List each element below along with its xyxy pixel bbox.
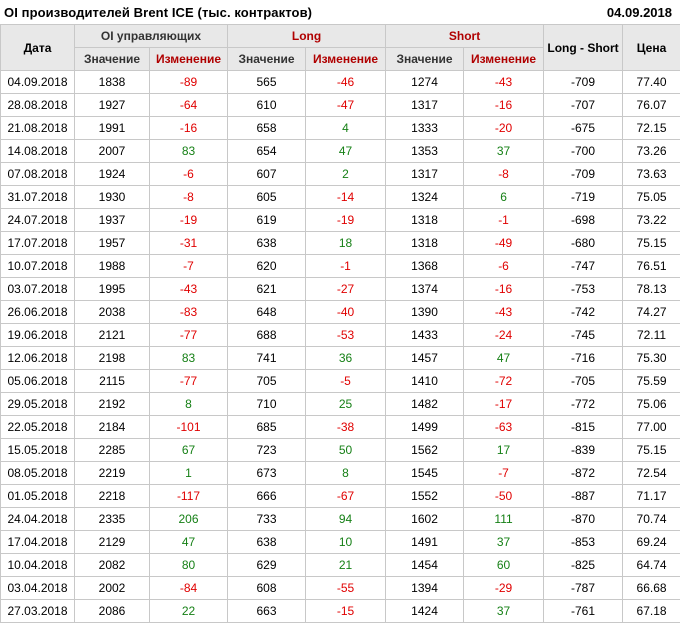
column-group-header-long: Long [228, 25, 386, 48]
oi-table [0, 24, 680, 623]
page-title: OI производителей Brent ICE (тыс. контрактов) [4, 5, 312, 20]
cell-date: 10.07.2018 [1, 255, 75, 278]
table-row [1, 255, 680, 278]
cell-short-value: 1318 [386, 232, 464, 255]
cell-short-value: 1602 [386, 508, 464, 531]
cell-date: 24.04.2018 [1, 508, 75, 531]
cell-long-change: 25 [306, 393, 386, 416]
cell-price: 75.15 [623, 232, 680, 255]
cell-long-short: -872 [544, 462, 623, 485]
cell-date: 05.06.2018 [1, 370, 75, 393]
cell-date: 04.09.2018 [1, 71, 75, 94]
cell-short-change: -16 [464, 94, 544, 117]
cell-oi-value: 2002 [75, 577, 150, 600]
cell-short-change: -7 [464, 462, 544, 485]
cell-oi-change: 67 [150, 439, 228, 462]
cell-long-short: -709 [544, 163, 623, 186]
cell-price: 77.40 [623, 71, 680, 94]
cell-oi-value: 1924 [75, 163, 150, 186]
column-header-oi-change: Изменение [150, 48, 228, 71]
cell-oi-value: 2129 [75, 531, 150, 554]
cell-short-change: -20 [464, 117, 544, 140]
cell-short-value: 1317 [386, 94, 464, 117]
column-header-short-change: Изменение [464, 48, 544, 71]
cell-long-short: -853 [544, 531, 623, 554]
cell-date: 29.05.2018 [1, 393, 75, 416]
cell-date: 26.06.2018 [1, 301, 75, 324]
cell-long-value: 608 [228, 577, 306, 600]
table-row [1, 600, 680, 623]
cell-price: 67.18 [623, 600, 680, 623]
cell-price: 76.51 [623, 255, 680, 278]
cell-long-change: -38 [306, 416, 386, 439]
cell-short-value: 1318 [386, 209, 464, 232]
cell-long-short: -698 [544, 209, 623, 232]
cell-short-value: 1324 [386, 186, 464, 209]
cell-long-value: 658 [228, 117, 306, 140]
cell-oi-value: 2086 [75, 600, 150, 623]
cell-long-short: -870 [544, 508, 623, 531]
cell-long-short: -839 [544, 439, 623, 462]
cell-long-change: -15 [306, 600, 386, 623]
cell-oi-value: 2285 [75, 439, 150, 462]
cell-price: 73.63 [623, 163, 680, 186]
cell-oi-change: 22 [150, 600, 228, 623]
column-header-oi-value: Значение [75, 48, 150, 71]
cell-short-value: 1374 [386, 278, 464, 301]
cell-oi-value: 1927 [75, 94, 150, 117]
cell-oi-change: -77 [150, 324, 228, 347]
cell-long-change: -55 [306, 577, 386, 600]
cell-date: 14.08.2018 [1, 140, 75, 163]
table-row [1, 140, 680, 163]
cell-long-short: -719 [544, 186, 623, 209]
cell-long-value: 619 [228, 209, 306, 232]
cell-date: 17.07.2018 [1, 232, 75, 255]
cell-price: 66.68 [623, 577, 680, 600]
cell-short-change: 60 [464, 554, 544, 577]
table-row [1, 347, 680, 370]
cell-oi-value: 1937 [75, 209, 150, 232]
cell-short-value: 1499 [386, 416, 464, 439]
cell-price: 73.26 [623, 140, 680, 163]
cell-short-value: 1317 [386, 163, 464, 186]
cell-date: 01.05.2018 [1, 485, 75, 508]
cell-oi-value: 2007 [75, 140, 150, 163]
cell-long-value: 710 [228, 393, 306, 416]
cell-date: 28.08.2018 [1, 94, 75, 117]
cell-long-value: 663 [228, 600, 306, 623]
cell-oi-change: 83 [150, 140, 228, 163]
cell-price: 75.30 [623, 347, 680, 370]
cell-oi-change: -6 [150, 163, 228, 186]
cell-short-value: 1333 [386, 117, 464, 140]
cell-long-value: 685 [228, 416, 306, 439]
cell-oi-value: 1991 [75, 117, 150, 140]
table-row [1, 485, 680, 508]
cell-oi-value: 2198 [75, 347, 150, 370]
cell-long-change: -5 [306, 370, 386, 393]
cell-short-change: -16 [464, 278, 544, 301]
cell-oi-value: 1930 [75, 186, 150, 209]
table-row [1, 554, 680, 577]
table-group-header-row [1, 25, 680, 48]
cell-long-short: -716 [544, 347, 623, 370]
cell-date: 31.07.2018 [1, 186, 75, 209]
table-row [1, 462, 680, 485]
cell-long-value: 621 [228, 278, 306, 301]
cell-oi-value: 1957 [75, 232, 150, 255]
cell-short-value: 1433 [386, 324, 464, 347]
table-row [1, 439, 680, 462]
cell-short-change: 47 [464, 347, 544, 370]
cell-long-short: -761 [544, 600, 623, 623]
cell-long-value: 607 [228, 163, 306, 186]
cell-long-short: -753 [544, 278, 623, 301]
cell-long-change: 4 [306, 117, 386, 140]
title-bar [0, 0, 680, 24]
cell-long-value: 605 [228, 186, 306, 209]
cell-long-short: -745 [544, 324, 623, 347]
cell-oi-value: 2192 [75, 393, 150, 416]
table-row [1, 508, 680, 531]
cell-oi-value: 2115 [75, 370, 150, 393]
cell-oi-value: 2218 [75, 485, 150, 508]
cell-short-change: -49 [464, 232, 544, 255]
cell-short-value: 1552 [386, 485, 464, 508]
cell-long-value: 688 [228, 324, 306, 347]
cell-oi-change: 80 [150, 554, 228, 577]
cell-long-change: -1 [306, 255, 386, 278]
cell-short-change: -29 [464, 577, 544, 600]
cell-oi-change: -31 [150, 232, 228, 255]
cell-long-short: -815 [544, 416, 623, 439]
cell-long-change: 47 [306, 140, 386, 163]
cell-oi-change: -117 [150, 485, 228, 508]
cell-long-value: 666 [228, 485, 306, 508]
table-row [1, 531, 680, 554]
cell-long-change: -46 [306, 71, 386, 94]
column-header-price: Цена [623, 25, 680, 71]
table-row [1, 301, 680, 324]
cell-oi-change: -19 [150, 209, 228, 232]
cell-oi-change: 206 [150, 508, 228, 531]
table-row [1, 186, 680, 209]
cell-short-change: 37 [464, 531, 544, 554]
table-row [1, 370, 680, 393]
cell-long-change: -53 [306, 324, 386, 347]
cell-short-value: 1482 [386, 393, 464, 416]
cell-oi-change: -8 [150, 186, 228, 209]
cell-short-value: 1394 [386, 577, 464, 600]
cell-long-change: 8 [306, 462, 386, 485]
cell-date: 21.08.2018 [1, 117, 75, 140]
cell-long-change: 36 [306, 347, 386, 370]
cell-long-short: -787 [544, 577, 623, 600]
cell-price: 71.17 [623, 485, 680, 508]
cell-price: 76.07 [623, 94, 680, 117]
table-row [1, 393, 680, 416]
cell-short-change: -43 [464, 301, 544, 324]
cell-price: 75.59 [623, 370, 680, 393]
cell-long-value: 733 [228, 508, 306, 531]
cell-long-value: 648 [228, 301, 306, 324]
cell-price: 72.15 [623, 117, 680, 140]
cell-date: 19.06.2018 [1, 324, 75, 347]
cell-oi-change: -83 [150, 301, 228, 324]
cell-short-change: -6 [464, 255, 544, 278]
cell-long-value: 565 [228, 71, 306, 94]
cell-short-change: -24 [464, 324, 544, 347]
cell-short-value: 1390 [386, 301, 464, 324]
table-row [1, 324, 680, 347]
table-row [1, 278, 680, 301]
cell-price: 74.27 [623, 301, 680, 324]
report-date: 04.09.2018 [607, 5, 674, 20]
cell-long-change: 10 [306, 531, 386, 554]
cell-long-change: -40 [306, 301, 386, 324]
cell-oi-change: -101 [150, 416, 228, 439]
cell-short-change: -8 [464, 163, 544, 186]
table-row [1, 163, 680, 186]
cell-long-short: -887 [544, 485, 623, 508]
cell-long-change: -47 [306, 94, 386, 117]
column-group-header-oi: OI управляющих [75, 25, 228, 48]
column-group-header-short: Short [386, 25, 544, 48]
cell-long-short: -705 [544, 370, 623, 393]
cell-long-change: 18 [306, 232, 386, 255]
cell-long-short: -675 [544, 117, 623, 140]
cell-short-change: -72 [464, 370, 544, 393]
table-row [1, 94, 680, 117]
cell-price: 73.22 [623, 209, 680, 232]
cell-short-value: 1368 [386, 255, 464, 278]
cell-price: 75.05 [623, 186, 680, 209]
cell-short-value: 1274 [386, 71, 464, 94]
cell-date: 03.04.2018 [1, 577, 75, 600]
cell-date: 15.05.2018 [1, 439, 75, 462]
cell-short-value: 1424 [386, 600, 464, 623]
table-row [1, 117, 680, 140]
cell-oi-change: -77 [150, 370, 228, 393]
cell-price: 70.74 [623, 508, 680, 531]
cell-long-value: 654 [228, 140, 306, 163]
cell-date: 07.08.2018 [1, 163, 75, 186]
cell-short-change: -17 [464, 393, 544, 416]
cell-date: 22.05.2018 [1, 416, 75, 439]
cell-long-short: -747 [544, 255, 623, 278]
cell-short-value: 1454 [386, 554, 464, 577]
cell-short-change: -50 [464, 485, 544, 508]
cell-long-value: 723 [228, 439, 306, 462]
cell-short-value: 1353 [386, 140, 464, 163]
cell-price: 64.74 [623, 554, 680, 577]
table-head [1, 25, 680, 71]
cell-oi-value: 1838 [75, 71, 150, 94]
cell-oi-value: 2121 [75, 324, 150, 347]
column-header-date: Дата [1, 25, 75, 71]
cell-oi-change: -89 [150, 71, 228, 94]
cell-oi-change: 8 [150, 393, 228, 416]
cell-long-short: -742 [544, 301, 623, 324]
cell-short-change: -1 [464, 209, 544, 232]
cell-oi-value: 1995 [75, 278, 150, 301]
cell-long-short: -707 [544, 94, 623, 117]
cell-long-short: -772 [544, 393, 623, 416]
cell-short-value: 1562 [386, 439, 464, 462]
cell-short-change: 37 [464, 600, 544, 623]
cell-oi-value: 2219 [75, 462, 150, 485]
cell-price: 77.00 [623, 416, 680, 439]
cell-oi-value: 2082 [75, 554, 150, 577]
cell-short-change: 17 [464, 439, 544, 462]
cell-long-change: 21 [306, 554, 386, 577]
cell-date: 27.03.2018 [1, 600, 75, 623]
cell-oi-change: -16 [150, 117, 228, 140]
cell-date: 17.04.2018 [1, 531, 75, 554]
cell-date: 08.05.2018 [1, 462, 75, 485]
cell-oi-change: -84 [150, 577, 228, 600]
cell-price: 75.15 [623, 439, 680, 462]
cell-oi-change: -64 [150, 94, 228, 117]
cell-long-change: -27 [306, 278, 386, 301]
cell-long-value: 673 [228, 462, 306, 485]
cell-short-value: 1491 [386, 531, 464, 554]
cell-oi-change: 83 [150, 347, 228, 370]
cell-long-value: 620 [228, 255, 306, 278]
cell-date: 24.07.2018 [1, 209, 75, 232]
cell-oi-value: 1988 [75, 255, 150, 278]
column-header-long-short: Long - Short [544, 25, 623, 71]
cell-long-short: -709 [544, 71, 623, 94]
cell-long-short: -825 [544, 554, 623, 577]
cell-short-change: 111 [464, 508, 544, 531]
cell-price: 72.54 [623, 462, 680, 485]
cell-short-change: 6 [464, 186, 544, 209]
column-header-short-value: Значение [386, 48, 464, 71]
cell-long-value: 629 [228, 554, 306, 577]
cell-oi-change: 47 [150, 531, 228, 554]
cell-oi-change: -43 [150, 278, 228, 301]
cell-oi-change: -7 [150, 255, 228, 278]
cell-short-value: 1545 [386, 462, 464, 485]
table-row [1, 232, 680, 255]
table-row [1, 209, 680, 232]
cell-oi-change: 1 [150, 462, 228, 485]
cell-long-short: -700 [544, 140, 623, 163]
cell-price: 69.24 [623, 531, 680, 554]
cell-short-value: 1410 [386, 370, 464, 393]
cell-short-change: -63 [464, 416, 544, 439]
cell-price: 78.13 [623, 278, 680, 301]
cell-long-value: 741 [228, 347, 306, 370]
cell-long-value: 638 [228, 531, 306, 554]
cell-short-change: -43 [464, 71, 544, 94]
cell-oi-value: 2038 [75, 301, 150, 324]
table-body [1, 71, 680, 623]
cell-long-value: 705 [228, 370, 306, 393]
cell-long-change: 50 [306, 439, 386, 462]
cell-long-value: 610 [228, 94, 306, 117]
column-header-long-change: Изменение [306, 48, 386, 71]
cell-long-change: -19 [306, 209, 386, 232]
cell-long-change: -67 [306, 485, 386, 508]
column-header-long-value: Значение [228, 48, 306, 71]
cell-long-change: 2 [306, 163, 386, 186]
cell-price: 72.11 [623, 324, 680, 347]
table-row [1, 416, 680, 439]
cell-date: 10.04.2018 [1, 554, 75, 577]
cell-long-value: 638 [228, 232, 306, 255]
cell-short-change: 37 [464, 140, 544, 163]
cell-price: 75.06 [623, 393, 680, 416]
table-row [1, 577, 680, 600]
cell-short-value: 1457 [386, 347, 464, 370]
table-row [1, 71, 680, 94]
cell-long-change: -14 [306, 186, 386, 209]
cell-oi-value: 2335 [75, 508, 150, 531]
cell-long-short: -680 [544, 232, 623, 255]
cell-long-change: 94 [306, 508, 386, 531]
cell-oi-value: 2184 [75, 416, 150, 439]
cell-date: 12.06.2018 [1, 347, 75, 370]
cell-date: 03.07.2018 [1, 278, 75, 301]
